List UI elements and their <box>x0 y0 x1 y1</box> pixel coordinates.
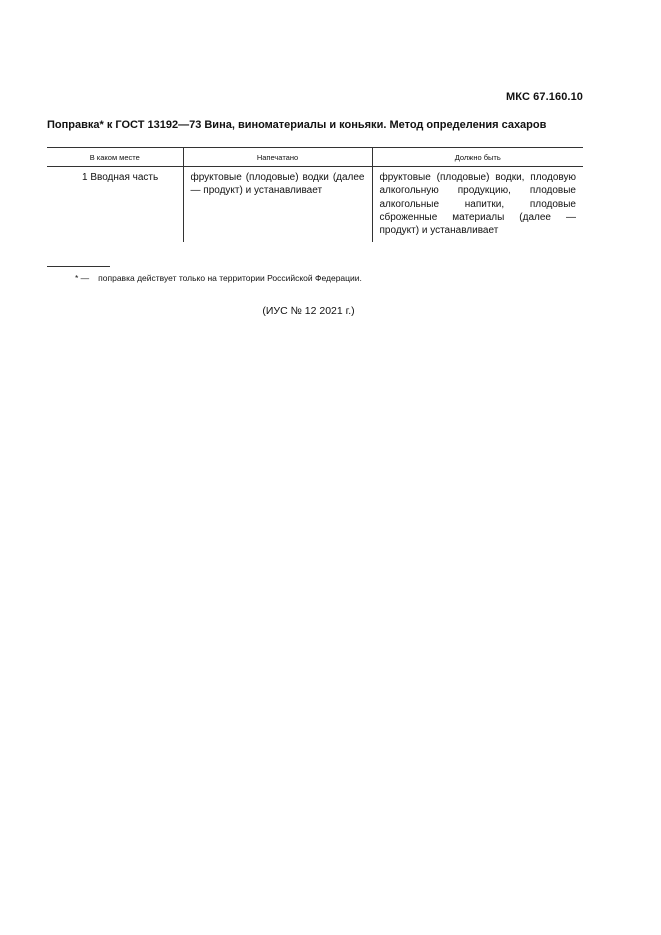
classification-code: МКС 67.160.10 <box>506 91 583 103</box>
footnote-text: поправка действует только на территории Российской Федерации. <box>98 273 362 283</box>
footnote-mark: * — <box>75 273 90 283</box>
column-header-should-be: Должно быть <box>372 148 583 167</box>
column-header-place: В каком месте <box>47 148 183 167</box>
table-row <box>47 167 583 243</box>
cell-should-be: фруктовые (плодовые) водки, плодовую алкогольную продукцию, плодовые алкогольные напитки, плодовые сброженные материалы (далее — продукт) и устанавливает <box>372 167 583 243</box>
column-header-printed: Напечатано <box>183 148 372 167</box>
footnote-divider <box>47 266 110 267</box>
amendment-table <box>47 147 583 242</box>
document-title: Поправка* к ГОСТ 13192—73 Вина, виноматериалы и коньяки. Метод определения сахаров <box>47 119 547 131</box>
table-header-row <box>47 148 583 167</box>
footnote <box>75 273 362 283</box>
cell-printed: фруктовые (плодовые) водки (далее — продукт) и устанавливает <box>183 167 372 243</box>
cell-place: 1 Вводная часть <box>82 172 159 183</box>
source-reference: (ИУС № 12 2021 г.) <box>262 305 355 317</box>
